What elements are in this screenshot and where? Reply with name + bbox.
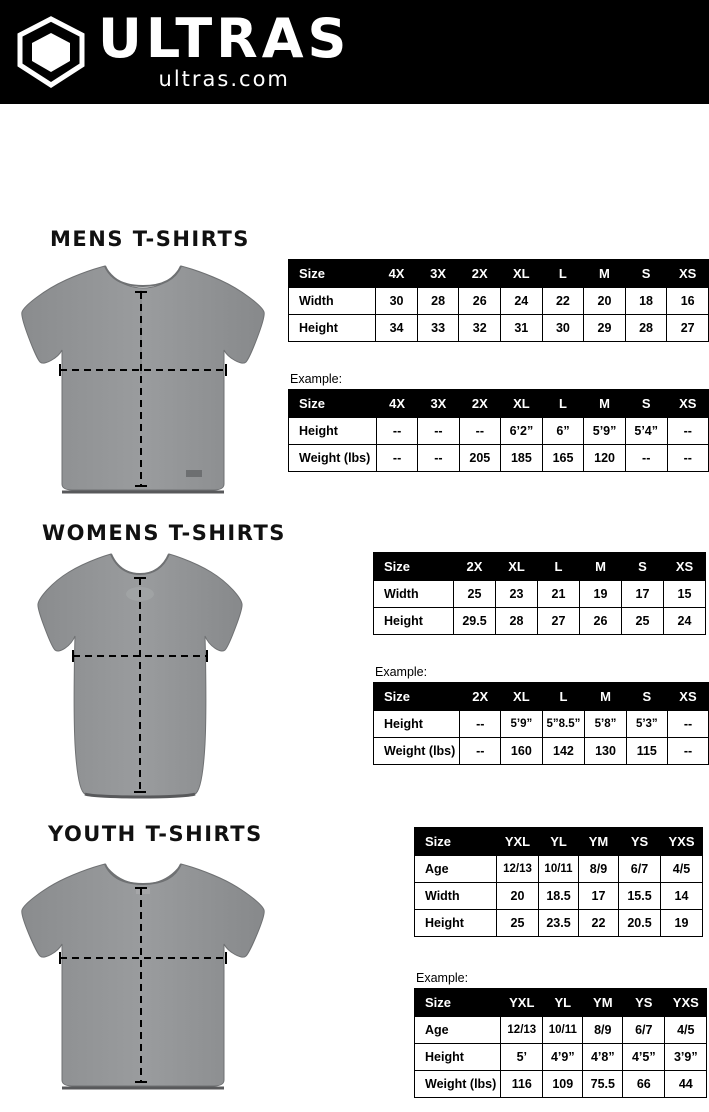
cell: -- [418,418,459,445]
example-label-youth: Example: [416,971,469,985]
cell: 22 [579,910,619,937]
cell: 29 [584,315,626,342]
table-header-row [289,260,709,288]
cell: -- [460,711,501,738]
row-label-height: Height [289,315,376,342]
th-size: Size [374,553,454,581]
cell: 4/5 [665,1017,707,1044]
table-row [415,1017,707,1044]
row-label-weight: Weight (lbs) [415,1071,501,1098]
cell: 19 [580,581,622,608]
page-header [0,0,709,104]
cell: 30 [376,288,418,315]
cell: 205 [459,445,501,472]
th-size: Size [289,390,377,418]
table-row [415,856,703,883]
cell: 165 [542,445,584,472]
cell: 109 [543,1071,583,1098]
th-xs: XS [667,683,708,711]
table-row [289,315,709,342]
th-yl: YL [539,828,579,856]
row-label-weight: Weight (lbs) [289,445,377,472]
cell: 160 [501,738,542,765]
cell: -- [418,445,459,472]
cell: 19 [661,910,703,937]
th-4x: 4X [376,390,417,418]
cell: 4/5 [661,856,703,883]
cell: 12/13 [497,856,539,883]
cell: 25 [454,581,496,608]
cell: 20 [584,288,626,315]
cell: 6/7 [623,1017,665,1044]
th-3x: 3X [417,260,459,288]
mens-tshirt-illustration [10,254,275,504]
th-ym: YM [583,989,623,1017]
th-m: M [580,553,622,581]
cell: 21 [538,581,580,608]
table-row [289,288,709,315]
cell: 29.5 [454,608,496,635]
th-xs: XS [664,553,706,581]
cell: 18.5 [539,883,579,910]
cell: 4’5” [623,1044,665,1071]
row-label-width: Width [374,581,454,608]
cell: -- [460,738,501,765]
th-l: L [542,683,585,711]
th-xl: XL [501,390,543,418]
th-m: M [584,390,626,418]
cell: 14 [661,883,703,910]
cell: -- [376,418,417,445]
cell: 10/11 [539,856,579,883]
row-label-age: Age [415,856,497,883]
pentagon-shield-icon [14,15,88,89]
table-header-row [415,828,703,856]
cell: 17 [622,581,664,608]
cell: 5”8.5” [542,711,585,738]
cell: 25 [622,608,664,635]
cell: 4’8” [583,1044,623,1071]
cell: 8/9 [583,1017,623,1044]
cell: 20 [497,883,539,910]
cell: -- [667,418,708,445]
mens-example-table [288,389,709,472]
cell: 28 [417,288,459,315]
table-header-row [289,390,709,418]
th-yxl: YXL [497,828,539,856]
cell: 116 [501,1071,543,1098]
th-2x: 2X [460,683,501,711]
table-header-row [374,553,706,581]
mens-size-table [288,259,709,342]
cell: -- [667,445,708,472]
cell: 30 [542,315,584,342]
cell: 34 [376,315,418,342]
cell: 115 [626,738,667,765]
table-row [374,711,709,738]
th-yl: YL [543,989,583,1017]
cell: 66 [623,1071,665,1098]
cell: 18 [625,288,667,315]
th-xl: XL [501,683,542,711]
cell: 5’4” [625,418,667,445]
cell: 6” [542,418,584,445]
page-title-youth: YOUTH T-SHIRTS [48,822,263,846]
cell: 22 [542,288,584,315]
cell: 24 [501,288,543,315]
th-yxs: YXS [665,989,707,1017]
row-label-height: Height [374,608,454,635]
cell: 28 [625,315,667,342]
youth-tshirt-illustration [10,852,275,1107]
th-l: L [542,390,584,418]
brand-block [98,7,351,91]
cell: -- [376,445,417,472]
table-row [374,581,706,608]
th-ys: YS [619,828,661,856]
table-row [289,445,709,472]
th-s: S [625,390,667,418]
th-yxs: YXS [661,828,703,856]
table-row [415,883,703,910]
cell: 23.5 [539,910,579,937]
cell: 26 [580,608,622,635]
cell: 27 [667,315,709,342]
row-label-age: Age [415,1017,501,1044]
cell: 17 [579,883,619,910]
youth-size-table [414,827,703,937]
brand-name: ULTRAS [98,7,351,70]
cell: 5’9” [501,711,542,738]
cell: 12/13 [501,1017,543,1044]
cell: 5’9” [584,418,626,445]
cell: 142 [542,738,585,765]
cell: 32 [459,315,501,342]
cell: 6/7 [619,856,661,883]
example-label-womens: Example: [375,665,428,679]
womens-tshirt-illustration [25,544,255,809]
page-title-mens: MENS T-SHIRTS [50,227,250,251]
table-header-row [415,989,707,1017]
th-ys: YS [623,989,665,1017]
row-label-weight: Weight (lbs) [374,738,460,765]
cell: 23 [496,581,538,608]
th-size: Size [415,989,501,1017]
cell: 8/9 [579,856,619,883]
cell: 44 [665,1071,707,1098]
cell: 5’3” [626,711,667,738]
cell: -- [667,711,708,738]
cell: 24 [664,608,706,635]
cell: 31 [501,315,543,342]
cell: 75.5 [583,1071,623,1098]
page-title-womens: WOMENS T-SHIRTS [42,521,286,545]
th-s: S [625,260,667,288]
th-xs: XS [667,390,708,418]
th-size: Size [415,828,497,856]
th-s: S [626,683,667,711]
cell: 28 [496,608,538,635]
th-4x: 4X [376,260,418,288]
th-l: L [542,260,584,288]
row-label-width: Width [289,288,376,315]
th-ym: YM [579,828,619,856]
cell: 6’2” [501,418,543,445]
th-m: M [584,260,626,288]
cell: 3’9” [665,1044,707,1071]
brand-website: ultras.com [158,67,290,91]
table-row [374,608,706,635]
cell: 15 [664,581,706,608]
table-row [289,418,709,445]
th-xl: XL [501,260,543,288]
cell: 26 [459,288,501,315]
cell: 27 [538,608,580,635]
th-m: M [585,683,626,711]
table-row [415,1044,707,1071]
cell: 25 [497,910,539,937]
womens-size-table [373,552,706,635]
row-label-width: Width [415,883,497,910]
cell: 120 [584,445,626,472]
cell: -- [667,738,708,765]
cell: 4’9” [543,1044,583,1071]
cell: 5’ [501,1044,543,1071]
cell: 20.5 [619,910,661,937]
th-size: Size [289,260,376,288]
womens-example-table [373,682,709,765]
table-row [374,738,709,765]
row-label-height: Height [415,910,497,937]
cell: 33 [417,315,459,342]
cell: -- [459,418,501,445]
cell: 130 [585,738,626,765]
table-header-row [374,683,709,711]
th-2x: 2X [459,260,501,288]
table-row [415,1071,707,1098]
cell: 15.5 [619,883,661,910]
row-label-height: Height [289,418,377,445]
th-s: S [622,553,664,581]
table-row [415,910,703,937]
cell: 5’8” [585,711,626,738]
th-3x: 3X [418,390,459,418]
cell: 16 [667,288,709,315]
th-yxl: YXL [501,989,543,1017]
cell: 185 [501,445,543,472]
row-label-height: Height [415,1044,501,1071]
th-xs: XS [667,260,709,288]
cell: 10/11 [543,1017,583,1044]
th-size: Size [374,683,460,711]
youth-example-table [414,988,707,1098]
th-l: L [538,553,580,581]
th-2x: 2X [454,553,496,581]
row-label-height: Height [374,711,460,738]
th-xl: XL [496,553,538,581]
th-2x: 2X [459,390,501,418]
example-label-mens: Example: [290,372,343,386]
cell: -- [625,445,667,472]
